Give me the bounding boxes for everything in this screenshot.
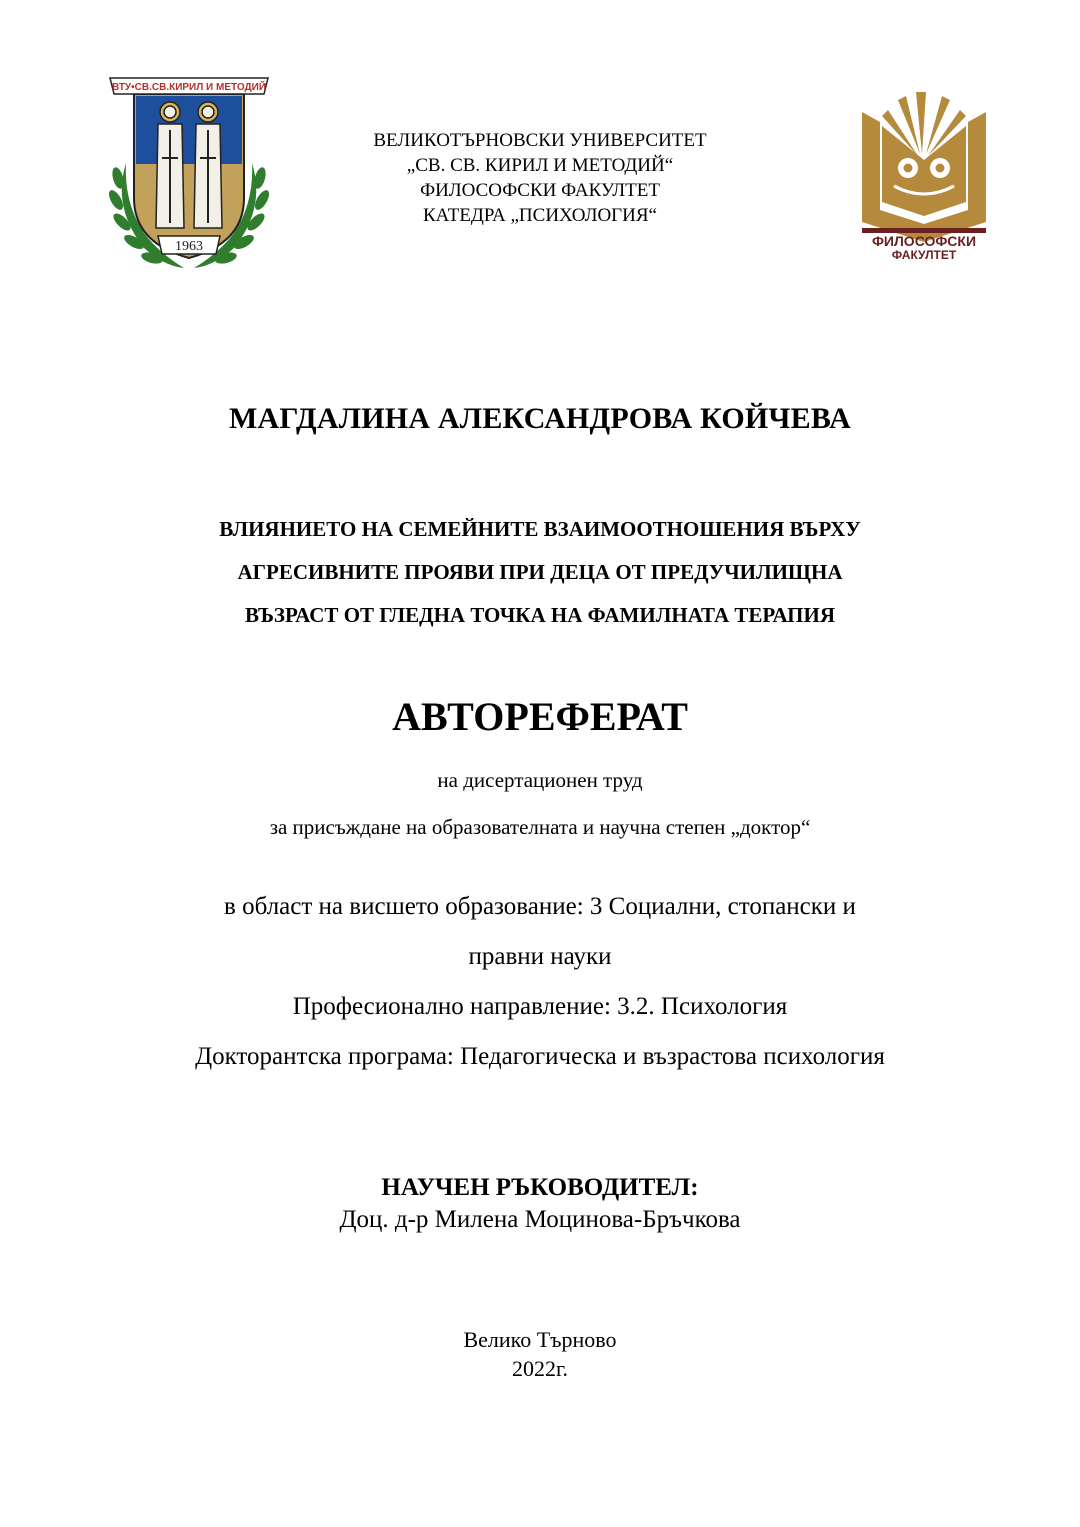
subtitle-line-1: на дисертационен труд xyxy=(437,768,643,792)
university-name-line: „СВ. СВ. КИРИЛ И МЕТОДИЙ“ xyxy=(406,155,674,176)
year: 2022г. xyxy=(511,1356,569,1381)
faculty-book-owl-icon xyxy=(858,82,990,262)
department-line: КАТЕДРА „ПСИХОЛОГИЯ“ xyxy=(422,205,657,226)
thesis-title xyxy=(0,508,1080,637)
faculty-line: ФИЛОСОФСКИ ФАКУЛТЕТ xyxy=(420,180,660,201)
subtitle-line-2: за присъждане на образователната и научна степен „доктор“ xyxy=(269,815,811,839)
university-line: ВЕЛИКОТЪРНОВСКИ УНИВЕРСИТЕТ xyxy=(373,130,707,151)
city: Велико Търново xyxy=(463,1327,617,1352)
faculty-logo-line1: ФИЛОСОФСКИ xyxy=(871,233,977,249)
professional-direction: Професионално направление: 3.2. Психология xyxy=(292,993,788,1020)
supervisor-name: Доц. д-р Милена Моцинова-Бръчкова xyxy=(339,1206,741,1233)
thesis-title-line: ВЛИЯНИЕТО НА СЕМЕЙНИТЕ ВЗАИМООТНОШЕНИЯ ВЪРХУ xyxy=(219,517,861,541)
seal-banner-text: ВТУ•СВ.СВ.КИРИЛ И МЕТОДИЙ xyxy=(111,82,267,93)
doctoral-program: Докторантска програма: Педагогическа и възрастова психология xyxy=(195,1043,885,1070)
field-info xyxy=(0,882,1080,1082)
university-seal-icon xyxy=(104,68,274,276)
faculty-logo-line2: ФАКУЛТЕТ xyxy=(891,248,957,262)
seal-year: 1963 xyxy=(175,239,203,254)
document-type: АВТОРЕФЕРАТ xyxy=(392,694,688,739)
field-area-line-2: правни науки xyxy=(468,943,612,970)
field-area-line-1: в област на висшето образование: 3 Социални, стопански и xyxy=(224,893,856,920)
supervisor-block xyxy=(0,1172,1080,1236)
supervisor-label: НАУЧЕН РЪКОВОДИТЕЛ: xyxy=(381,1174,699,1201)
thesis-title-line: ВЪЗРАСТ ОТ ГЛЕДНА ТОЧКА НА ФАМИЛНАТА ТЕРАПИЯ xyxy=(244,603,836,627)
thesis-title-line: АГРЕСИВНИТЕ ПРОЯВИ ПРИ ДЕЦА ОТ ПРЕДУЧИЛИЩНА xyxy=(237,560,843,584)
author-name: МАГДАЛИНА АЛЕКСАНДРОВА КОЙЧЕВА xyxy=(228,402,852,435)
institution-header xyxy=(290,128,790,228)
place-and-year xyxy=(0,1325,1080,1383)
